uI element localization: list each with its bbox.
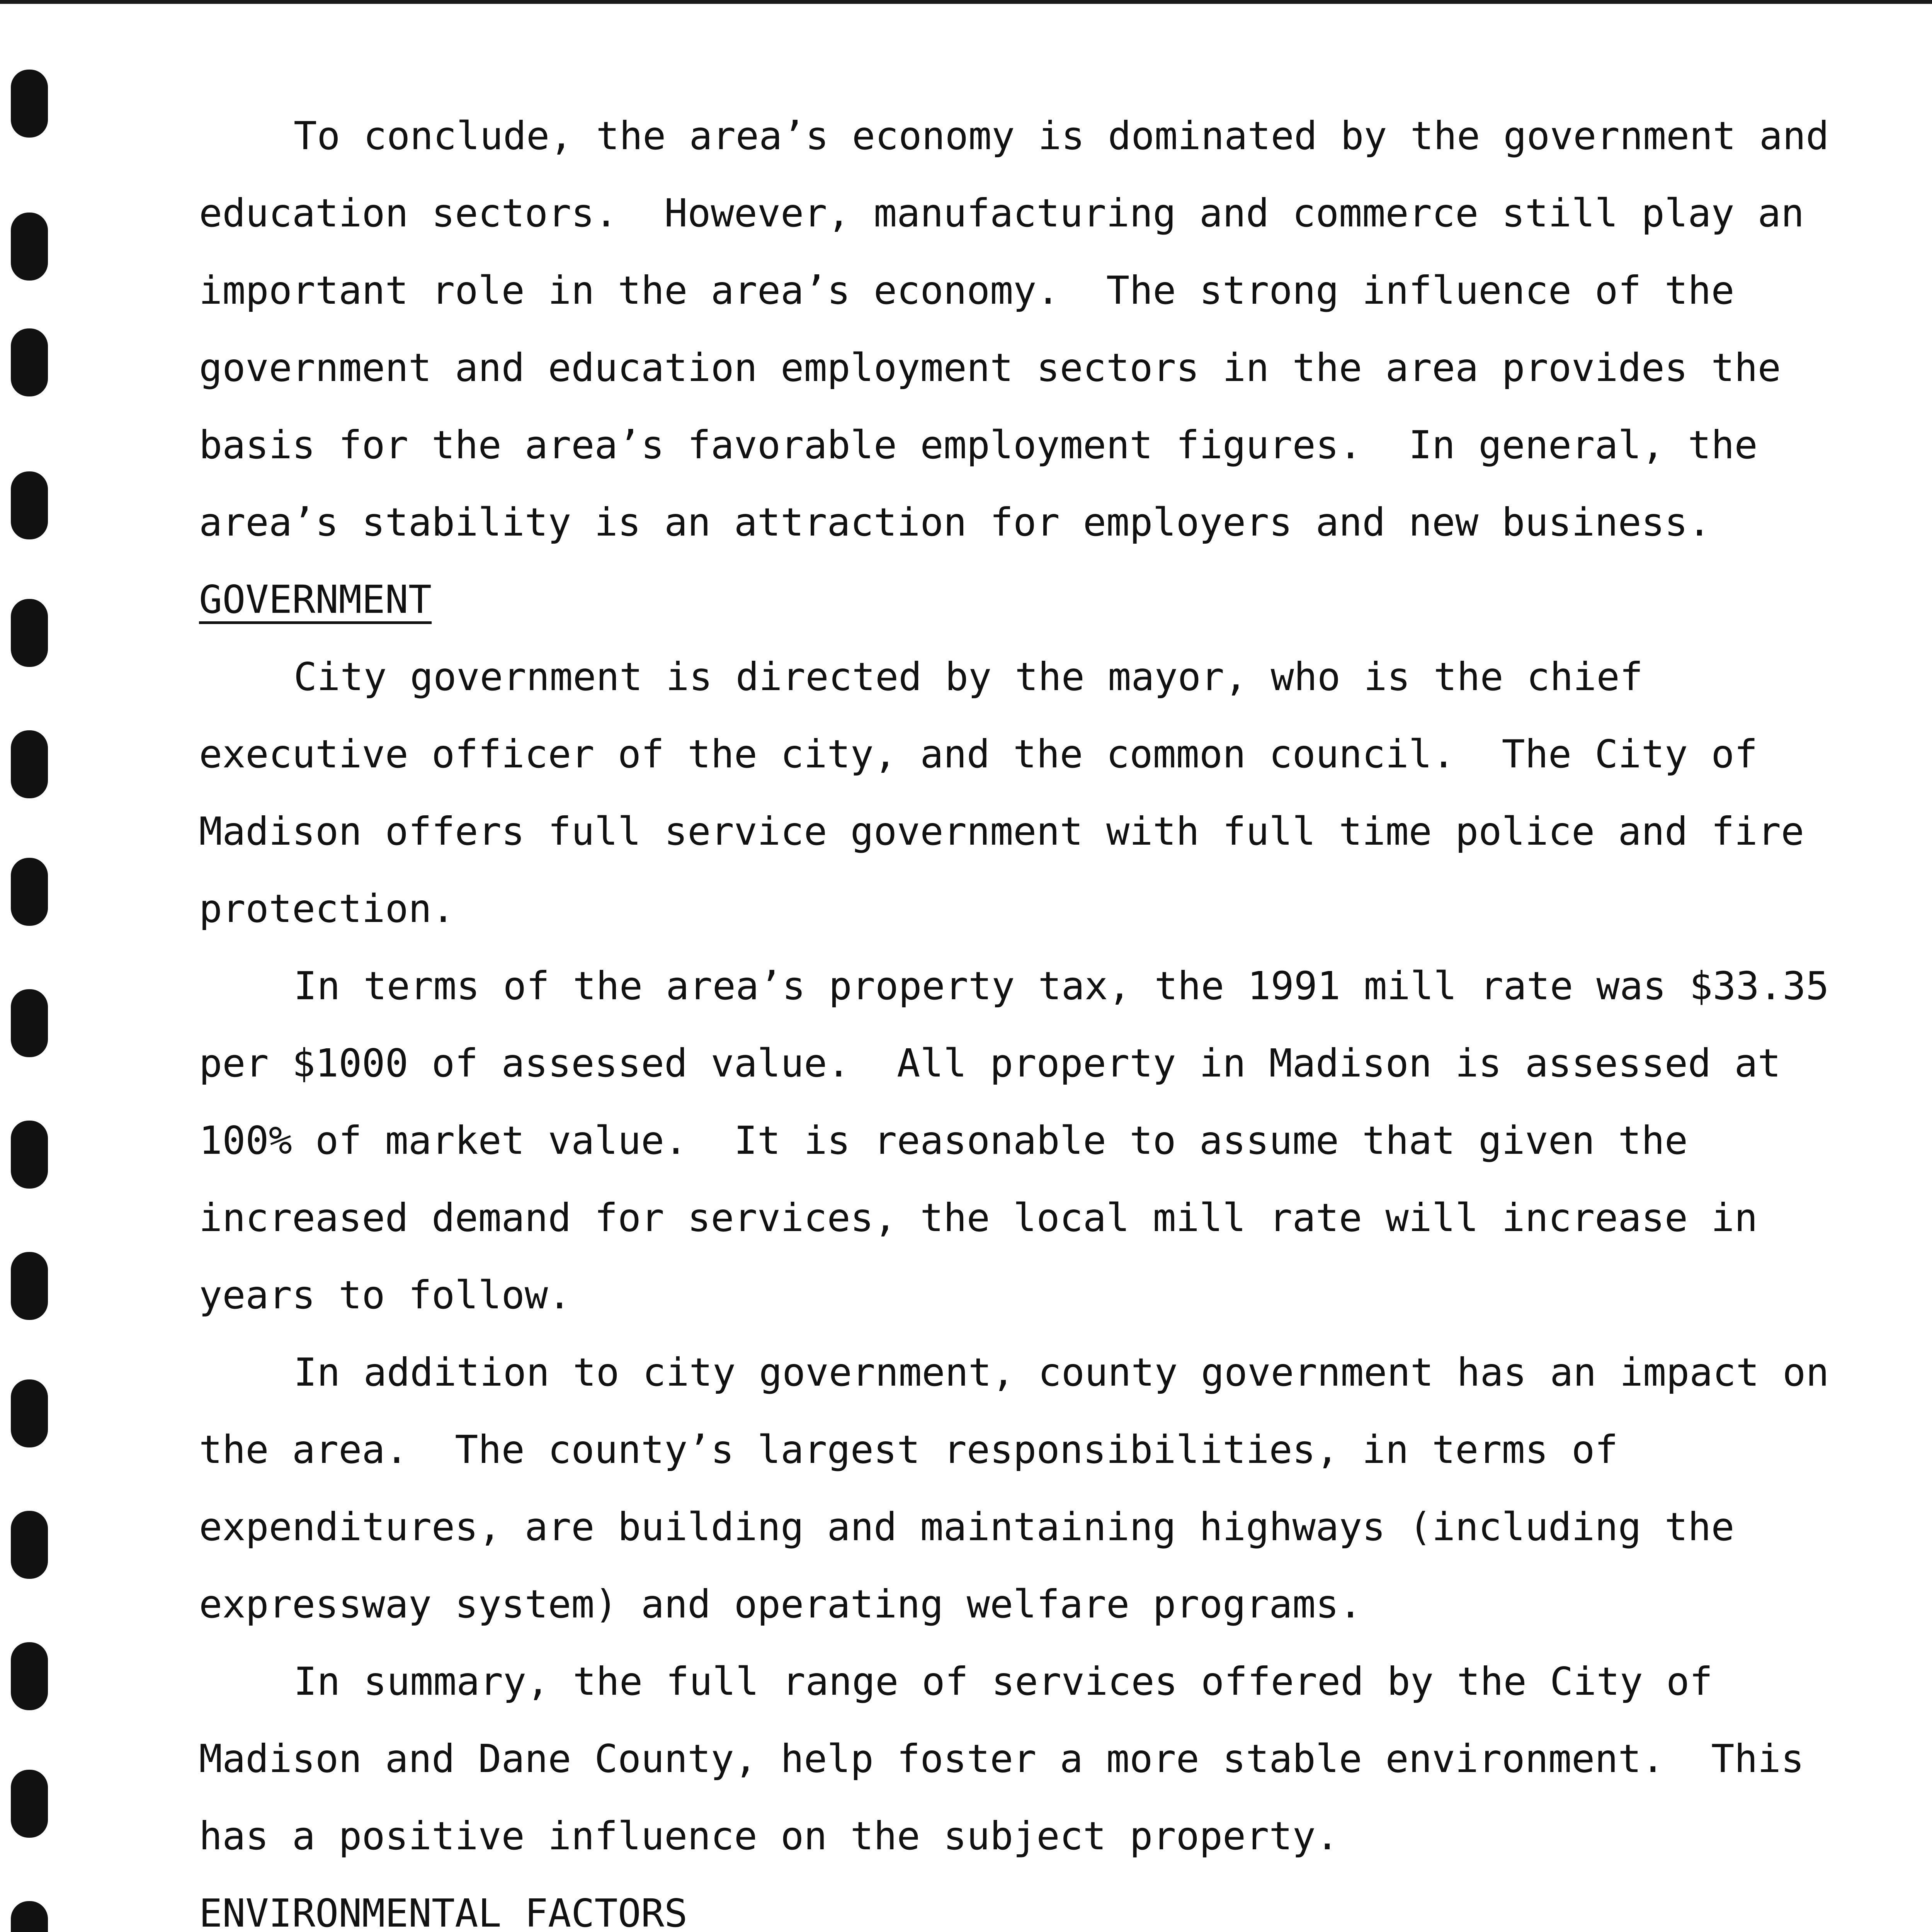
paragraph-line: the area. The county’s largest responsibilities, in terms of (199, 1427, 1618, 1472)
paragraph-line: important role in the area’s economy. The strong influence of the (199, 268, 1735, 313)
section-heading-environmental-factors: ENVIRONMENTAL FACTORS (199, 1891, 688, 1932)
paragraph-line: basis for the area’s favorable employment figures. In general, the (199, 422, 1758, 468)
paragraph-line: Madison offers full service government with full time police and fire (199, 809, 1804, 854)
binder-hole (11, 599, 48, 667)
paragraph-line: In summary, the full range of services offered by the City of (294, 1659, 1713, 1704)
paragraph-line: government and education employment sectors in the area provides the (199, 345, 1781, 390)
paragraph-line: protection. (199, 886, 455, 931)
paragraph-line: executive officer of the city, and the common council. The City of (199, 731, 1758, 777)
paragraph-line: expressway system) and operating welfare programs. (199, 1582, 1362, 1627)
binder-hole (11, 1770, 48, 1838)
paragraph-line: In addition to city government, county government has an impact on (294, 1350, 1829, 1395)
body-text (199, 97, 1861, 1932)
paragraph-line: area’s stability is an attraction for employers and new business. (199, 500, 1711, 545)
binder-hole (11, 858, 48, 926)
paragraph-line: 100% of market value. It is reasonable to assume that given the (199, 1118, 1688, 1163)
top-scan-border (0, 0, 1932, 4)
binder-hole (11, 730, 48, 798)
binder-hole (11, 1252, 48, 1320)
paragraph-line: education sectors. However, manufacturing and commerce still play an (199, 190, 1804, 236)
binder-hole (11, 1121, 48, 1189)
paragraph-line: increased demand for services, the local mill rate will increase in (199, 1195, 1758, 1240)
paragraph-line: per $1000 of assessed value. All property in Madison is assessed at (199, 1041, 1781, 1086)
binder-hole (11, 1642, 48, 1710)
binder-hole (11, 70, 48, 138)
paragraph-line: expenditures, are building and maintaining highways (including the (199, 1504, 1735, 1549)
binder-hole (11, 1511, 48, 1579)
binder-hole (11, 1379, 48, 1447)
paragraph-line: In terms of the area’s property tax, the 1991 mill rate was $33.35 (294, 963, 1829, 1009)
paragraph-line: Madison and Dane County, help foster a more stable environment. This (199, 1736, 1804, 1781)
binder-hole (11, 989, 48, 1057)
paragraph-line: has a positive influence on the subject property. (199, 1813, 1339, 1859)
paragraph-line: City government is directed by the mayor, who is the chief (294, 654, 1643, 699)
binder-hole (11, 213, 48, 281)
binder-hole (11, 471, 48, 539)
binder-hole-strip (0, 0, 62, 1932)
paragraph-line: To conclude, the area’s economy is dominated by the government and (294, 113, 1829, 158)
paragraph-line: years to follow. (199, 1272, 571, 1318)
binder-hole (11, 328, 48, 396)
section-heading-government: GOVERNMENT (199, 577, 432, 622)
binder-hole (11, 1901, 48, 1932)
